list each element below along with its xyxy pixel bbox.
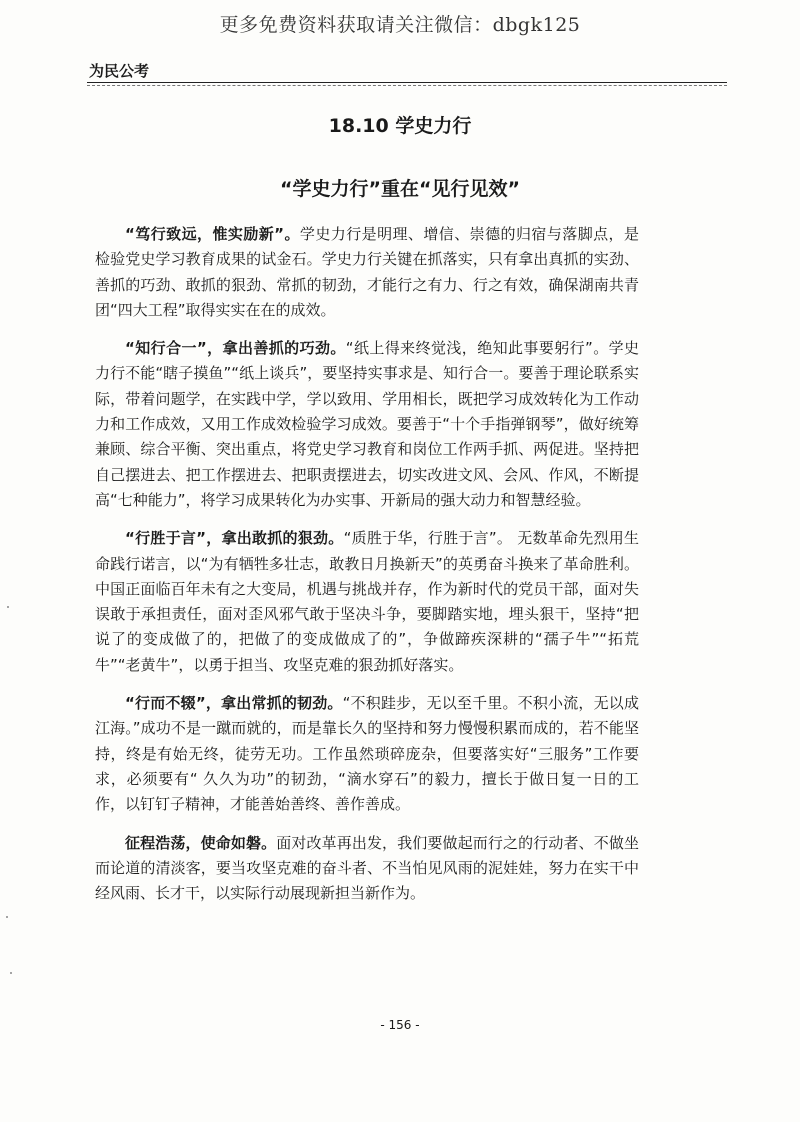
article-body <box>95 222 639 919</box>
watermark-text: 更多免费资料获取请关注微信：dbgk125 <box>219 14 581 36</box>
brand-label: 为民公考 <box>89 62 150 80</box>
paragraph-text: 学史力行是明理、增信、崇德的归宿与落脚点，是检验党史学习教育成果的试金石。学史力行关键在抓落实，只有拿出真抓的实劲、善抓的巧劲、敢抓的狠劲、常抓的韧劲，才能行之有力、行之有效，确保湖南共青团“四大工程”取得实实在在的成效。 <box>95 225 639 319</box>
paragraph-text: “纸上得来终觉浅，绝知此事要躬行”。学史力行不能“瞎子摸鱼”“纸上谈兵”，要坚持实事求是、知行合一。要善于理论联系实际，带着问题学，在实践中学，学以致用、学用相长，既把学习成效转化为工作动力和工作成效，又用工作成效检验学习成效。要善于“十个手指弹钢琴”，做好统筹兼顾、综合平衡、突出重点，将党史学习教育和岗位工作两手抓、两促进。坚持把自己摆进去、把工作摆进去、把职责摆进去，切实改进文风、会风、作风，不断提高“七种能力”，将学习成果转化为办实事、开新局的强大动力和智慧经验。 <box>95 339 640 509</box>
article-title: “学史力行”重在“见行见效” <box>280 178 520 200</box>
paragraph-2 <box>95 336 639 513</box>
paragraph-lead: “知行合一”，拿出善抓的巧劲。 <box>125 339 346 358</box>
page-number: - 156 - <box>380 1018 420 1032</box>
paragraph-5 <box>95 831 639 907</box>
scan-speck <box>6 916 8 918</box>
paragraph-text: “质胜于华，行胜于言”。 无数革命先烈用生命践行诺言，以“为有牺牲多壮志，敢教日月换新天”的英勇奋斗换来了革命胜利。中国正面临百年未有之大变局，机遇与挑战并存，作为新时代的党员干部，面对失误敢于承担责任，面对歪风邪气敢于坚决斗争，要脚踏实地，埋头狠干，坚持“把说了的变成做了的，把做了的变成做成了的”，争做蹄疾深耕的“孺子牛”“拓荒牛”“老黄牛”，以勇于担当、攻坚克难的狠劲抓好落实。 <box>95 529 639 674</box>
scan-speck <box>10 972 12 974</box>
paragraph-3 <box>95 526 639 678</box>
paragraph-lead: “行而不辍”，拿出常抓的韧劲。 <box>125 694 343 713</box>
paragraph-4 <box>95 691 639 817</box>
scan-speck <box>7 606 9 608</box>
header-divider-dashed <box>87 85 727 86</box>
header-divider <box>87 82 727 83</box>
section-title: 18.10 学史力行 <box>328 115 472 137</box>
paragraph-text: 面对改革再出发，我们要做起而行之的行动者、不做坐而论道的清淡客，要当攻坚克难的奋斗者、不当怕见风雨的泥娃娃，努力在实干中经风雨、长才干，以实际行动展现新担当新作为。 <box>95 833 639 903</box>
paragraph-lead: “笃行致远，惟实励新”。 <box>125 225 300 243</box>
paragraph-lead: “行胜于言”，拿出敢抓的狠劲。 <box>125 529 344 548</box>
paragraph-lead: 征程浩荡，使命如磐。 <box>125 833 277 852</box>
paragraph-1 <box>95 222 639 323</box>
paragraph-text: “不积跬步，无以至千里。不积小流，无以成江海。”成功不是一蹴而就的，而是靠长久的坚持和努力慢慢积累而成的，若不能坚持，终是有始无终，徒劳无功。工作虽然琐碎庞杂，但要落实好“三服务”工作要求，必须要有“ 久久为功”的韧劲，“滴水穿石”的毅力，擅长于做日复一日的工作，以钉钉子精神，才能善始善终、善作善成。 <box>95 694 639 814</box>
